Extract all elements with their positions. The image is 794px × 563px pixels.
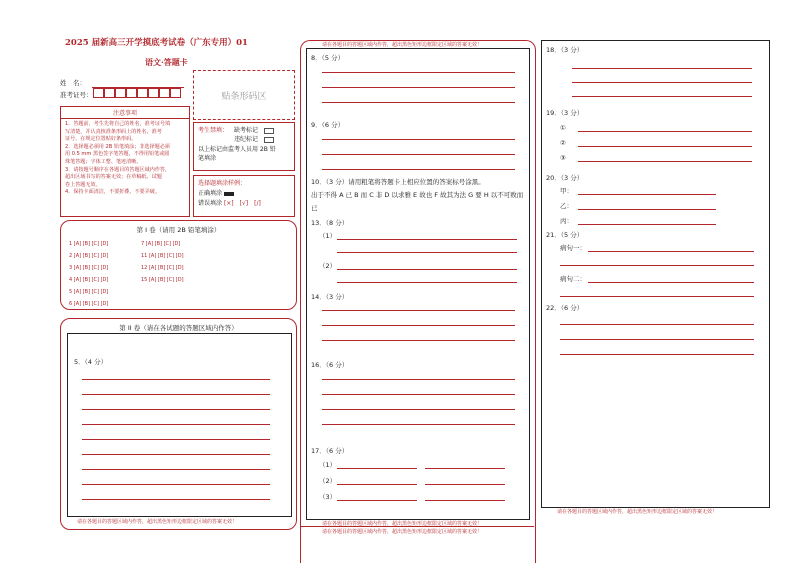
notice-heading: 注意事项 [61, 108, 189, 119]
barcode-area [193, 70, 295, 120]
answer-line[interactable] [337, 500, 417, 501]
mcq-row[interactable]: 5 [A] [B] [C] [D] [69, 289, 109, 295]
mcq-row[interactable]: 7 [A] [B] [C] [D] [141, 241, 181, 247]
fill-example-box [193, 175, 295, 217]
fill-example-heading: 选择题填涂样例： [198, 180, 247, 187]
candidate-note-1: 以上标记由监考人员用 2B 铅 [198, 146, 276, 153]
q5-answer-area [67, 333, 292, 517]
q16-label: 16．（6 分） [311, 361, 349, 369]
fill-correct-label: 正确填涂 [198, 190, 223, 197]
mcq-row[interactable]: 4 [A] [B] [C] [D] [69, 277, 109, 283]
answer-line[interactable] [578, 146, 752, 147]
answer-line[interactable] [578, 194, 716, 195]
q17-part2: （2） [319, 477, 337, 485]
q21-item: 病句二： [560, 275, 586, 283]
answer-line[interactable] [337, 269, 517, 270]
q5-label: 5．（4 分） [74, 358, 108, 366]
answer-line[interactable] [322, 340, 515, 341]
q17-part1: （1） [319, 461, 337, 469]
q10-line1: 10．（3 分）请用粗笔将答题卡上相应位置的答案标号涂黑。 [311, 178, 485, 186]
barcode-label: 贴条形码区 [221, 92, 267, 102]
candidate-box [193, 122, 295, 171]
section2-title: 第 II 卷（请在各试题的答题区域内作答） [119, 324, 238, 332]
answer-line[interactable] [337, 468, 417, 469]
q19-mark: ③ [560, 154, 566, 162]
notice-list [65, 121, 170, 197]
answer-line[interactable] [588, 282, 754, 283]
answer-line[interactable] [560, 265, 754, 266]
notice-line: 写清楚，并认真核准条形码上的姓名、准考 [65, 128, 162, 135]
right-answer-area [541, 40, 770, 508]
answer-line[interactable] [337, 252, 517, 253]
answer-line[interactable] [337, 484, 417, 485]
candidate-note-2: 笔填涂 [198, 155, 217, 162]
answer-line[interactable] [322, 169, 515, 170]
answer-line[interactable] [560, 324, 754, 325]
answer-line[interactable] [425, 468, 505, 469]
answer-line[interactable] [572, 68, 752, 69]
violation-mark[interactable] [234, 136, 274, 144]
notice-line: 2．选择题必须用 2B 铅笔填涂；非选择题必须 [65, 143, 170, 150]
answer-line[interactable] [560, 354, 754, 355]
q20-item: 丙： [560, 217, 573, 225]
section2-box [60, 318, 297, 530]
mcq-row[interactable]: 6 [A] [B] [C] [D] [69, 301, 109, 307]
fill-wrong-marks: [×] [√] [/] [223, 200, 261, 207]
q13-part2: （2） [319, 262, 337, 270]
answer-line[interactable] [572, 82, 752, 83]
warning-text-top: 请在各题目的答题区域内作答，超出黑色矩形边框限定区域的答案无效！ [322, 42, 483, 48]
q20-item: 甲： [560, 187, 573, 195]
q21-item: 病句一： [560, 244, 586, 252]
q17-label: 17．（6 分） [311, 447, 349, 455]
page-title: 2025 届新高三开学摸底考试卷（广东专用）01 [65, 38, 248, 48]
answer-line[interactable] [322, 424, 515, 425]
q19-label: 19．（3 分） [546, 109, 584, 117]
answer-line[interactable] [560, 296, 754, 297]
q13-label: 13．（8 分） [311, 219, 349, 227]
notice-line: 1．答题前，考生先将自己的姓名，准考证号填 [65, 121, 171, 127]
q17-part3: （3） [319, 493, 337, 501]
q18-label: 18．（3 分） [546, 46, 584, 54]
q20-label: 20．（3 分） [546, 174, 584, 182]
answer-line[interactable] [425, 500, 505, 501]
mcq-row[interactable]: 11 [A] [B] [C] [D] [141, 253, 184, 259]
q20-item: 乙： [560, 202, 573, 210]
q13-part1: （1） [319, 232, 337, 240]
absent-label: 缺考标记 [234, 127, 259, 134]
answer-line[interactable] [572, 96, 752, 97]
q9-label: 9．（6 分） [311, 121, 345, 129]
answer-line[interactable] [322, 325, 515, 326]
candidate-label: 考生禁填： [198, 127, 229, 134]
answer-line[interactable] [322, 87, 515, 88]
answer-line[interactable] [337, 282, 517, 283]
answer-line[interactable] [82, 499, 270, 500]
answer-line[interactable] [82, 394, 270, 395]
notice-line: 珠笔答题；字体工整、笔迹清晰。 [65, 158, 142, 165]
fill-correct [198, 190, 234, 198]
warning-text-bottom: 请在各题目的答题区域内作答，超出黑色矩形边框限定区域的答案无效！ [322, 521, 483, 527]
name-label: 姓 名： [60, 79, 86, 87]
answer-line[interactable] [578, 131, 752, 132]
notice-line: 用 0.5 mm 黑色签字笔答题，不得用铅笔或圆 [65, 151, 170, 158]
q19-mark: ② [560, 139, 566, 147]
middle-answer-area [306, 48, 530, 520]
answer-line[interactable] [82, 469, 270, 470]
absent-mark[interactable] [234, 127, 274, 135]
mcq-row[interactable]: 12 [A] [B] [C] [D] [141, 265, 184, 271]
section1-title: 第 I 卷（请用 2B 铅笔填涂） [136, 226, 221, 234]
violation-checkbox[interactable] [264, 137, 274, 143]
answer-line[interactable] [588, 251, 754, 252]
answer-line[interactable] [322, 394, 515, 395]
answer-line[interactable] [82, 484, 270, 485]
q21-label: 21．（5 分） [546, 231, 584, 239]
q10-line3: 已 [311, 204, 318, 212]
mcq-row[interactable]: 2 [A] [B] [C] [D] [69, 253, 109, 259]
q14-label: 14．（3 分） [311, 293, 349, 301]
answer-line[interactable] [82, 424, 270, 425]
fill-wrong-label: 错误填涂 [198, 200, 223, 207]
answer-line[interactable] [322, 310, 515, 311]
answer-line[interactable] [82, 439, 270, 440]
mcq-row[interactable]: 3 [A] [B] [C] [D] [69, 265, 109, 271]
q10-line2[interactable]: 出于不得 A 已 B 而 C 非 D 以求雅 E 故也 F 故其为法 G 要 H 以不可败而 [311, 191, 524, 199]
notice-line: 4．保持卡面清洁，不要折叠、不要弄破。 [65, 189, 160, 196]
absent-checkbox[interactable] [264, 128, 274, 134]
q8-label: 8．（5 分） [311, 54, 345, 62]
warning-text-right: 请在各题目的答题区域内作答，超出黑色矩形边框限定区域的答案无效！ [557, 509, 718, 515]
answer-line[interactable] [322, 379, 515, 380]
answer-line[interactable] [82, 379, 270, 380]
answer-line[interactable] [82, 409, 270, 410]
answer-line[interactable] [322, 409, 515, 410]
answer-line[interactable] [322, 139, 515, 140]
answer-line[interactable] [322, 102, 515, 103]
warning-text-next: 请在各题目的答题区域内作答，超出黑色矩形边框限定区域的答案无效！ [322, 529, 483, 535]
page-subtitle: 语文·答题卡 [145, 57, 188, 67]
answer-line[interactable] [322, 154, 515, 155]
notice-line: 超出区域书写的答案无效；在草稿纸、试题 [65, 174, 162, 181]
middle-divider [300, 526, 534, 527]
violation-label: 违纪标记 [234, 136, 259, 143]
answer-line[interactable] [578, 224, 716, 225]
notice-line: 卷上答题无效。 [65, 181, 101, 188]
mcq-row[interactable]: 15 [A] [B] [C] [D] [141, 277, 184, 283]
answer-line[interactable] [578, 161, 752, 162]
mcq-row[interactable]: 1 [A] [B] [C] [D] [69, 241, 109, 247]
notice-line: 3．请按题号顺序在各题目的答题区域内作答， [65, 166, 171, 173]
answer-line[interactable] [560, 339, 754, 340]
id-label: 准考证号： [60, 91, 93, 99]
q22-label: 22．（6 分） [546, 304, 584, 312]
answer-line[interactable] [425, 484, 505, 485]
answer-line[interactable] [578, 209, 716, 210]
answer-line[interactable] [82, 454, 270, 455]
fill-wrong [198, 200, 261, 208]
section1-box [60, 220, 297, 310]
answer-line[interactable] [337, 239, 517, 240]
warning-text: 请在各题目的答题区域内作答，超出黑色矩形边框限定区域的答案无效！ [77, 519, 238, 525]
answer-line[interactable] [322, 72, 515, 73]
notice-box [60, 106, 190, 217]
filled-bar-icon [224, 192, 234, 196]
notice-line: 证号，在规定位置贴好条形码。 [65, 136, 137, 143]
q19-mark: ① [560, 124, 566, 132]
